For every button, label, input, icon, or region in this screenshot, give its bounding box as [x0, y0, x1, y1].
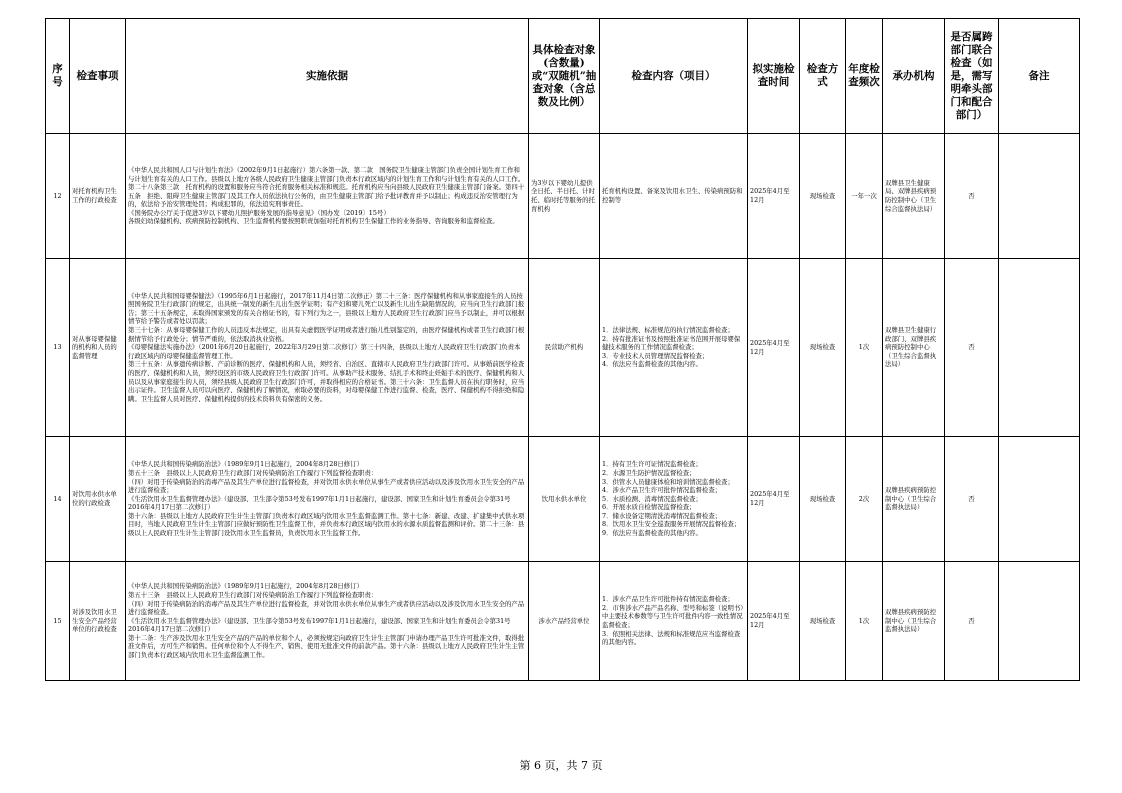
basis-paragraph: 《生活饮用水卫生监督管理办法》（建设部、卫生部令第53号发布1997年1月1日起施行，建设部、国家卫生和计划生育委员会令第31号2016年4月17日第二次修订）: [128, 616, 511, 634]
content-item: 1．涉水产品卫生许可批件持有情况监督检查；: [602, 595, 734, 604]
basis-paragraph: 《中华人民共和国传染病防治法》（1989年9月1日起施行，2004年8月28日修订）: [128, 460, 363, 469]
row-target: 民营助产机构: [529, 259, 600, 437]
basis-paragraph: 第五十三条 县级以上人民政府卫生行政部门对传染病防治工作履行下列监督检查职责：: [128, 468, 378, 477]
table-row: [46, 259, 1080, 437]
table-row: [46, 134, 1080, 259]
row-basis: [126, 437, 529, 562]
row-target: 为3岁以下婴幼儿提供全日托、半日托、计时托、临时托等服务的托育机构: [529, 134, 600, 259]
row-item: 对饮用水供水单位的行政检查: [70, 437, 126, 562]
row-basis: [126, 562, 529, 681]
basis-paragraph: 《中华人民共和国人口与计划生育法》（2002年9月1日起施行）第六条第一款、第二款 国务院卫生健康主管部门负责全国计划生育工作和与计划生育有关的人口工作。县级以上地方各级人民政府卫生健康主管部门负责本行政区域内的计划生育工作和与计划生育有关的人口工作。第二十八条第三款 托育机构的设置和服务应当符合托育服务相关标准和规范。托育机构应当向县级人民政府卫生健康主管部门备案。第四十五条 拒绝、阻碍卫生健康主管部门及其工作人员依法执行公务的，由卫生健康主管部门给予批评教育并予以制止；构成违反治安管理行为的，依法给予治安管理处罚；构成犯罪的，依法追究刑事责任。: [128, 165, 525, 209]
content-item: 3．供管水人员健康体检和培训情况监督检查；: [602, 477, 734, 486]
row-content: [600, 562, 748, 681]
content-item: 7．储水设备定期清洗消毒情况监督检查；: [602, 511, 722, 520]
row-item: 对涉及饮用水卫生安全产品经营单位的行政检查: [70, 562, 126, 681]
header-time: 拟实施检查时间: [748, 19, 800, 134]
content-item: 5．水质检测、消毒情况监督检查；: [602, 494, 702, 503]
row-basis: [126, 134, 529, 259]
content-item: 2．市售涉水产品产品名称、型号和标签（说明书）中主要技术参数等与卫生许可批件内容一致性情况监督检查；: [602, 603, 744, 629]
basis-paragraph: 第三十七条：从事母婴保健工作的人员违反本法规定，出具有关虚假医学证明或者进行胎儿性别鉴定的，由医疗保健机构或者卫生行政部门根据情节给予行政处分；情节严重的，依法取消执业资格。: [128, 326, 525, 343]
row-org: 双牌县疾病预防控制中心（卫生综合监督执法局）: [883, 562, 945, 681]
row-item: 对从事母婴保健的机构和人员的监督管理: [70, 259, 126, 437]
row-content: [600, 134, 748, 259]
row-joint: 否: [945, 134, 999, 259]
content-item: 3．依照相关法律、法规和标准规范应当监督检查的其他内容。: [602, 629, 741, 647]
basis-paragraph: 第十二条：生产涉及饮用水卫生安全产品的产品的单位和个人，必须按规定向政府卫生计生主管部门申请办理产品卫生许可批准文件，取得批准文件后，方可生产和销售。任何单位和个人不得生产、销售、使用无批准文件的前款产品。第十六条：县级以上地方人民政府卫生计生主管部门负责本行政区域内饮用水卫生监督监测工作。: [128, 633, 525, 660]
row-time: 2025年4月至12月: [748, 562, 800, 681]
content-item: 托育机构设置、备案及饮用水卫生、传染病预防和控制等: [602, 187, 743, 204]
content-item: 8．饮用水卫生安全巡查服务开展情况监督检查；: [602, 520, 741, 529]
header-method: 检查方式: [800, 19, 846, 134]
row-content: [600, 259, 748, 437]
row-note: [999, 259, 1080, 437]
row-target: 饮用水供水单位: [529, 437, 600, 562]
row-org: 双牌县疾病预防控制中心（卫生综合监督执法局）: [883, 437, 945, 562]
basis-paragraph: 第十六条：县级以上地方人民政府卫生计生主管部门负责本行政区域内饮用水卫生监督监测工作。第十七条：新建、改建、扩建集中式供水项目时，当地人民政府卫生计生主管部门应做好预防性卫生监督工作，并负责本行政区域内饮用水的水源水质监督监测和评价。第二十三条：县级以上人民政府卫生计生主管部门设饮用水卫生监督员，负责饮用水卫生监督工作。: [128, 511, 525, 538]
basis-paragraph: （四）对用于传染病防治的消毒产品及其生产单位进行监督检查，并对饮用水供水单位从事生产或者供应活动以及涉及饮用水卫生安全的产品进行监督检查；: [128, 477, 525, 495]
content-item: 1．法律法规、标准规范的执行情况监督检查；: [602, 326, 734, 335]
header-basis: 实施依据: [126, 19, 529, 134]
header-item: 检查事项: [70, 19, 126, 134]
row-joint: 否: [945, 437, 999, 562]
header-freq: 年度检查频次: [846, 19, 883, 134]
basis-paragraph: （四）对用于传染病防治的消毒产品及其生产单位进行监督检查，并对饮用水供水单位从事生产或者供应活动以及涉及饮用水卫生安全的产品进行监督检查。: [128, 599, 525, 617]
content-item: 6．开展水质自检情况监督检查；: [602, 503, 696, 512]
basis-paragraph: 《生活饮用水卫生监督管理办法》（建设部、卫生部令第53号发布1997年1月1日起施行，建设部、国家卫生和计划生育委员会令第31号2016年4月17日第二次修订）: [128, 494, 511, 512]
row-note: [999, 134, 1080, 259]
basis-paragraph: 第五十三条 县级以上人民政府卫生行政部门对传染病防治工作履行下列监督检查职责：: [128, 590, 378, 599]
row-time: 2025年4月至12月: [748, 259, 800, 437]
row-seq: 13: [46, 259, 70, 437]
content-item: 4．依法应当监督检查的其他内容。: [602, 360, 702, 369]
row-note: [999, 437, 1080, 562]
header-seq: 序号: [46, 19, 70, 134]
row-target: 涉水产品经营单位: [529, 562, 600, 681]
row-joint: 否: [945, 562, 999, 681]
row-freq: 2次: [846, 437, 883, 562]
content-item: 2．持有批准证书及按照批准证书范围开展母婴保健技术服务的工作情况监督检查；: [602, 334, 741, 352]
row-org: 双牌县卫生健康行政部门、双牌县疾病预防控制中心（卫生综合监督执法局）: [883, 259, 945, 437]
row-basis: [126, 259, 529, 437]
row-time: 2025年4月至12月: [748, 134, 800, 259]
row-seq: 15: [46, 562, 70, 681]
row-item: 对托育机构卫生工作的行政检查: [70, 134, 126, 259]
row-freq: 一年一次: [846, 134, 883, 259]
row-freq: 1次: [846, 259, 883, 437]
header-note: 备注: [999, 19, 1080, 134]
row-method: 现场检查: [800, 562, 846, 681]
row-method: 现场检查: [800, 259, 846, 437]
row-time: 2025年4月至12月: [748, 437, 800, 562]
table-row: [46, 562, 1080, 681]
content-item: 1．持有卫生许可证情况监督检查；: [602, 460, 702, 469]
basis-paragraph: 第三十五条：从事遗传病诊断、产前诊断的医疗、保健机构和人员，须经省、自治区、直辖市人民政府卫生行政部门许可。从事婚前医学检查的医疗、保健机构和人员，须经设区的市级人民政府卫生行政部门许可。从事助产技术服务、结扎手术和终止妊娠手术的医疗、保健机构和人员以及从事家庭接生的人员，须经县级人民政府卫生行政部门许可，并取得相应的合格证书。第三十六条：卫生监督人员在执行职务时，应当出示证件。卫生监督人员可以向医疗、保健机构了解情况，索取必要的资料，对母婴保健工作进行监督、检查，医疗、保健机构不得拒绝和隐瞒。卫生监督人员对医疗、保健机构提供的技术资料负有保密的义务。: [128, 360, 525, 403]
content-item: 9．依法应当监督检查的其他内容。: [602, 529, 702, 538]
basis-paragraph: 《国务院办公厅关于促进3岁以下婴幼儿照护服务发展的指导意见》（国办发〔2019〕15号）: [128, 208, 390, 217]
row-content: [600, 437, 748, 562]
table-row: [46, 437, 1080, 562]
row-method: 现场检查: [800, 134, 846, 259]
basis-paragraph: 各级妇幼保健机构、疾病预防控制机构、卫生监督机构要按照职责加强对托育机构卫生保健工作的业务指导、咨询服务和监督检查。: [128, 217, 499, 226]
page-number: 第 6 页，共 7 页: [519, 759, 603, 772]
basis-paragraph: 《母婴保健法实施办法》（2001年6月20日起施行，2022年3月29日第二次修订）第三十四条，县级以上地方人民政府卫生行政部门负责本行政区域内的母婴保健监督管理工作。: [128, 343, 521, 360]
row-joint: 否: [945, 259, 999, 437]
content-item: 4．涉水产品卫生许可批件情况监督检查；: [602, 486, 722, 495]
content-item: 3．专业技术人员管理情况监督检查；: [602, 351, 709, 360]
basis-paragraph: 《中华人民共和国母婴保健法》（1995年6月1日起施行，2017年11月4日第二次修正）第二十三条：医疗保健机构和从事家庭接生的人员按照国务院卫生行政部门的规定，出具统一制发的新生儿出生医学证明；有产妇和婴儿死亡以及新生儿出生缺陷情况的，应当向卫生行政部门报告；第三十五条规定，未取得国家颁发的有关合格证书的，有下列行为之一，县级以上地方人民政府卫生行政部门应当予以制止，并可以根据情节给予警告或者处以罚款；: [128, 291, 525, 326]
row-freq: 1次: [846, 562, 883, 681]
row-seq: 14: [46, 437, 70, 562]
row-method: 现场检查: [800, 437, 846, 562]
header-org: 承办机构: [883, 19, 945, 134]
row-seq: 12: [46, 134, 70, 259]
row-org: 双牌县卫生健康局、双牌县疾病预防控制中心（卫生综合监督执法局）: [883, 134, 945, 259]
header-row: [46, 19, 1080, 134]
header-content: 检查内容（项目）: [600, 19, 748, 134]
header-target: 具体检查对象(含数量)或“双随机”抽查对象（含总数及比例）: [529, 19, 600, 134]
inspection-plan-sheet: [45, 18, 1079, 681]
header-joint: 是否属跨部门联合检查（如是，需写明牵头部门和配合部门）: [945, 19, 999, 134]
inspection-table: [45, 18, 1080, 681]
basis-paragraph: 《中华人民共和国传染病防治法》（1989年9月1日起施行，2004年8月28日修订）: [128, 582, 363, 591]
content-item: 2．水源卫生防护情况监督检查；: [602, 468, 696, 477]
row-note: [999, 562, 1080, 681]
